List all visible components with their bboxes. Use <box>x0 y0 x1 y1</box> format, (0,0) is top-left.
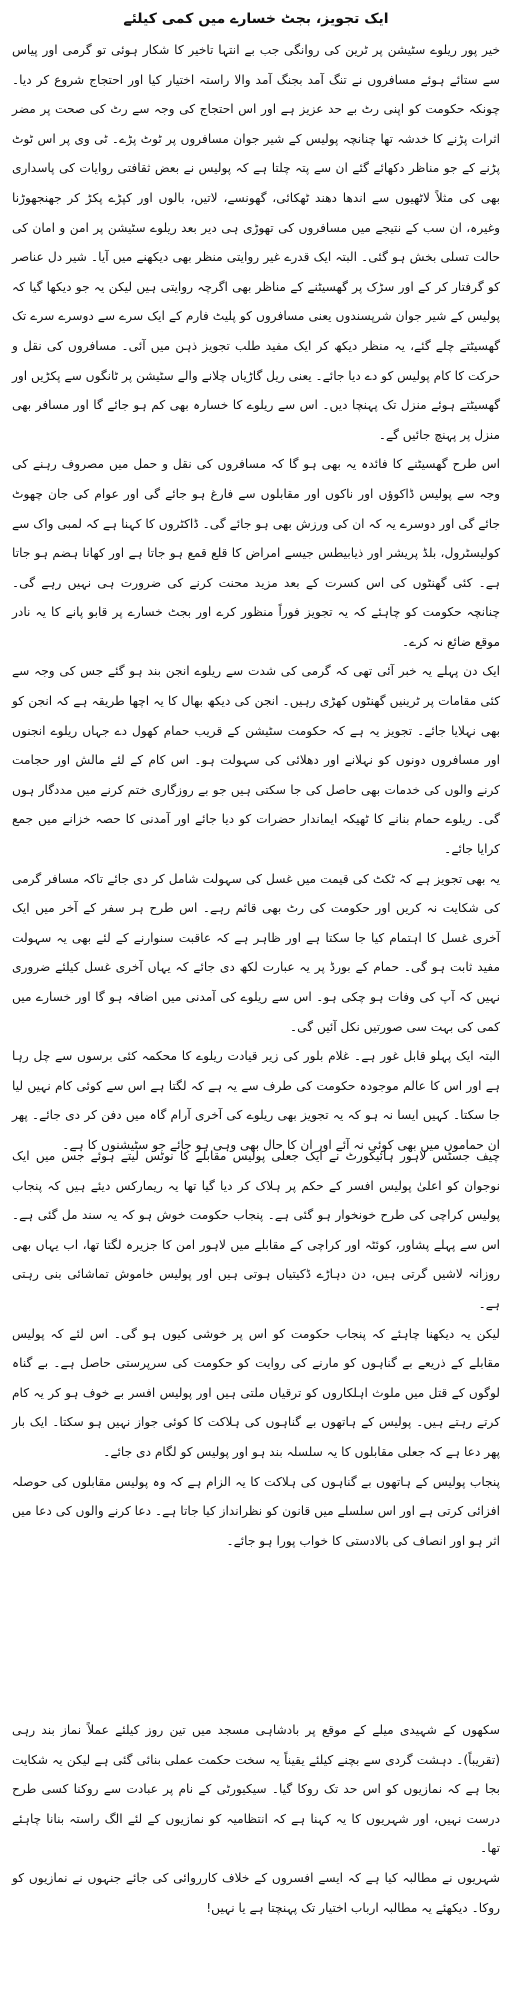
article-paragraph: لیکن یہ دیکھنا چاہئے کہ پنجاب حکومت کو اس پر خوشی کیوں ہو گی۔ اس لئے کہ پولیس مقابلے کے ذریعے بے گناہوں کو مارنے کی روایت کو حکومت کی سرپرستی حاصل ہے۔ بے گناہ لوگوں کے قتل میں ملوث اہلکاروں کو ترقیاں ملتی ہیں اور پولیس افسر بے خوف ہو کر یہ کام کرتے رہتے ہیں۔ پولیس کے ہاتھوں بے گناہوں کی ہلاکت کا کوئی جواز نہیں ہو سکتا۔ ایک بار پھر دعا ہے کہ جعلی مقابلوں کا یہ سلسلہ بند ہو اور پولیس کو لگام دی جائے۔ <box>12 1326 500 1459</box>
article-body <box>12 36 500 1161</box>
article-body <box>12 1142 500 1556</box>
article-paragraph: شہریوں نے مطالبہ کیا ہے کہ ایسے افسروں کے خلاف کارروائی کی جائے جنہوں نے نمازیوں کو روکا۔ دیکھئے یہ مطالبہ ارباب اختیار تک پہنچتا ہے یا نہیں! <box>12 1870 500 1915</box>
article-paragraph: سکھوں کے شہیدی میلے کے موقع پر بادشاہی مسجد میں تین روز کیلئے عملاً نماز بند رہی (تقریباً)۔ دہشت گردی سے بچنے کیلئے یقیناً یہ سخت حکمت عملی بنائی گئی ہے لیکن یہ شکایت بجا ہے کہ نمازیوں کو اس حد تک روکا گیا۔ سیکیورٹی کے نام پر عبادت سے روکنا کسی طرح درست نہیں، اور شہریوں کا یہ کہنا ہے کہ انتظامیہ کو نمازیوں کے لئے الگ راستہ بنانا چاہئے تھا۔ <box>12 1723 500 1856</box>
article-title: ایک تجویز، بجٹ خسارے میں کمی کیلئے <box>123 11 389 27</box>
article-paragraph: خیر پور ریلوے سٹیشن پر ٹرین کی روانگی جب بے انتہا تاخیر کا شکار ہوئی تو گرمی اور پیاس سے ستائے ہوئے مسافروں نے تنگ آمد بجنگ آمد والا راستہ اختیار کیا اور احتجاج شروع کر دیا۔ چونکہ حکومت کو اپنی رٹ بے حد عزیز ہے اور اس احتجاج کی وجہ سے رٹ کی صحت پر مضر اثرات پڑنے کا خدشہ تھا چنانچہ پولیس کے شیر جوان مسافروں پر ٹوٹ پڑے۔ ٹی وی پر اس ٹوٹ پڑنے کے جو مناظر دکھائے گئے ان سے پتہ چلتا ہے کہ پولیس نے بعض ثقافتی روایات کی پاسداری بھی کی مثلاً لاٹھیوں سے اندھا دھند ٹھکائی، گھونسے، لاتیں، بالوں اور کپڑے پکڑ کر جھنجھوڑنا وغیرہ، ان سب کے نتیجے میں مسافروں کی تھوڑی ہی دیر بعد ریلوے سٹیشن پر امن و امان کی حالت تسلی بخش ہو گئی۔ البتہ ایک قدرے غیر روایتی منظر بھی دیکھنے میں آیا۔ شیر دل عناصر کو گرفتار کر کے اور سڑک پر گھسیٹنے کے مناظر بھی اگرچہ روایتی ہیں لیکن یہ جو دیکھا گیا کہ پولیس کے شیر جوان شرپسندوں یعنی مسافروں کو پلیٹ فارم کے ایک سرے سے دوسرے سرے تک گھسیٹتے چلے گئے، یہ منظر دیکھ کر ایک مفید طلب تجویز ذہن میں آئی۔ مسافروں کی نقل و حرکت کا کام پولیس کو دے دیا جائے۔ یعنی ریل گاڑیاں چلانے والے سٹیشن پر ٹانگوں سے پکڑیں اور گھسیٹتے ہوئے منزل تک پہنچا دیں۔ اس سے ریلوے کا خسارہ بھی کم ہو جائے گا اور مسافر بھی منزل پر پہنچ جائیں گے۔ <box>12 43 500 442</box>
article-section-2 <box>12 1142 500 1702</box>
article-section-3 <box>12 1716 500 1986</box>
article-paragraph: اس طرح گھسیٹنے کا فائدہ یہ بھی ہو گا کہ مسافروں کی نقل و حمل میں مصروف رہنے کی وجہ سے پولیس ڈاکوؤں اور ناکوں اور مقابلوں سے فارغ ہو جائے گی اور عوام کی جان چھوٹ جائے گی اور دوسرے یہ کہ ان کی ورزش بھی ہو جائے گی۔ ڈاکٹروں کا کہنا ہے کہ لمبی واک سے کولیسٹرول، بلڈ پریشر اور ذیابیطس جیسے امراض کا قلع قمع ہو جاتا ہے اور کھانا ہضم ہو جاتا ہے۔ کئی گھنٹوں کی اس کسرت کے بعد مزید محنت کرنے کی ضرورت ہی نہیں رہے گی۔ چنانچہ حکومت کو چاہئے کہ یہ تجویز فوراً منظور کرے اور بجٹ خسارے پر قابو پانے کا یہ نادر موقع ضائع نہ کرے۔ <box>12 457 500 649</box>
article-paragraph: البتہ ایک پہلو قابل غور ہے۔ غلام بلور کی زیر قیادت ریلوے کا محکمہ کئی برسوں سے چل رہا ہے اور اس کا عالم موجودہ حکومت کی طرف سے یہ ہے کہ لگتا ہے اس سے کوئی کام نہیں لیا جا سکتا۔ کہیں ایسا نہ ہو کہ یہ تجویز بھی ریلوے کی آخری آرام گاہ میں دفن کر دی جائے۔ پھر ان حماموں میں بھی کوئی نہ آئے اور ان کا حال بھی وہی ہو جائے جو سٹیشنوں کا ہے۔ <box>12 1049 500 1152</box>
section-gap <box>12 1702 500 1716</box>
article-paragraph: چیف جسٹس لاہور ہائیکورٹ نے ایک جعلی پولیس مقابلے کا نوٹس لیتے ہوئے جس میں ایک نوجوان کو اعلیٰ پولیس افسر کے حکم پر ہلاک کر دیا گیا تھا یہ ریمارکس دیئے ہیں کہ پنجاب پولیس کراچی کی طرح خونخوار ہو گئی ہے۔ پنجاب حکومت خوش ہو کہ یہ سند مل گئی ہے۔ اس سے پہلے پشاور، کوئٹہ اور کراچی کے مقابلے میں لاہور امن کا جزیرہ لگتا تھا، اب یہاں بھی روزانہ لاشیں گرتی ہیں، دن دہاڑے ڈکیتیاں ہوتی ہیں اور پولیس خاموش تماشائی بنی رہتی ہے۔ <box>12 1149 500 1311</box>
article-body <box>12 1716 500 1923</box>
article-paragraph: ایک دن پہلے یہ خبر آئی تھی کہ گرمی کی شدت سے ریلوے انجن بند ہو گئے جس کی وجہ سے کئی مقامات پر ٹرینیں گھنٹوں کھڑی رہیں۔ انجن کی دیکھ بھال کا یہ اچھا طریقہ ہے کہ انجن کو بھی نہلایا جائے۔ تجویز یہ ہے کہ حکومت سٹیشن کے قریب حمام کھول دے جہاں ریلوے انجنوں اور مسافروں دونوں کو نہلانے اور دھلائی کی سہولت ہو۔ اس کام کے لئے مالش اور حجامت کرنے والوں کی خدمات بھی حاصل کی جا سکتی ہیں جو بے روزگاری ختم کرنے میں مددگار ہوں گی۔ ریلوے حمام بنانے کا ٹھیکہ ایماندار حضرات کو دیا جائے اور آمدنی کا حصہ خزانے میں جمع کرایا جائے۔ <box>12 664 500 857</box>
article-paragraph: یہ بھی تجویز ہے کہ ٹکٹ کی قیمت میں غسل کی سہولت شامل کر دی جائے تاکہ مسافر گرمی کی شکایت نہ کریں اور حکومت کی رٹ بھی قائم رہے۔ اس طرح ہر سفر کے آخر میں ایک آخری غسل کا اہتمام کیا جا سکتا ہے اور ظاہر ہے کہ عاقبت سنوارنے کے لئے بھی یہ سہولت مفید ثابت ہو گی۔ حمام کے بورڈ پر یہ عبارت لکھ دی جائے کہ یہاں آخری غسل کیلئے ضروری نہیں کہ آپ کی وفات ہو چکی ہو۔ اس سے ریلوے کی آمدنی میں اضافہ ہو گا اور خسارے میں کمی کی بہت سی صورتیں نکل آئیں گی۔ <box>12 871 500 1034</box>
article-paragraph: پنجاب پولیس کے ہاتھوں بے گناہوں کی ہلاکت کا یہ الزام ہے کہ وہ پولیس مقابلوں کی حوصلہ افزائی کرتی ہے اور اس سلسلے میں قانون کو نظرانداز کیا جاتا ہے۔ دعا کرنے والوں کی دعا میں اثر ہو اور انصاف کی بالادستی کا خواب پورا ہو جائے۔ <box>12 1474 500 1548</box>
article-section-1 <box>12 8 500 1152</box>
